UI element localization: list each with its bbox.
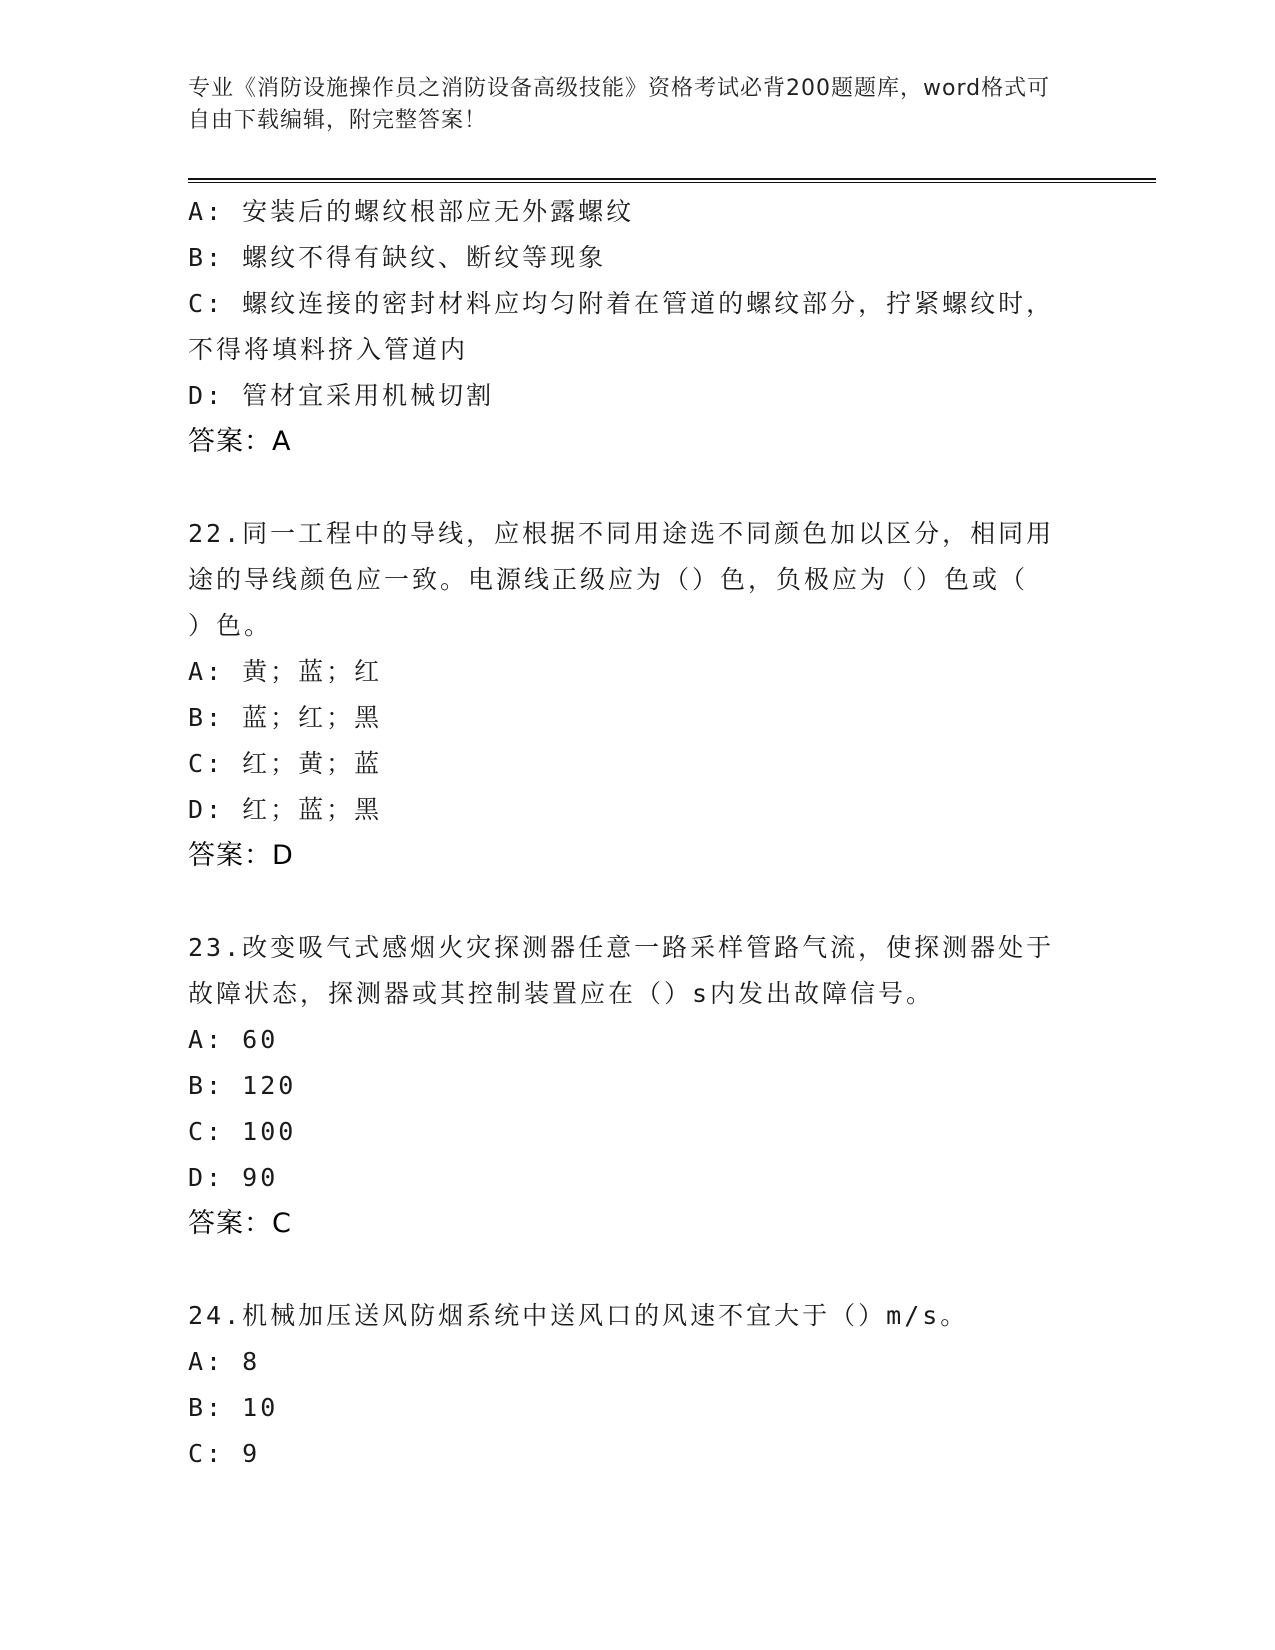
answer: 答案：D <box>188 840 294 871</box>
question-stem: 22.同一工程中的导线，应根据不同用途选不同颜色加以区分，相同用 <box>188 519 1055 548</box>
question-21 <box>188 189 1088 465</box>
question-stem: 23.改变吸气式感烟火灾探测器任意一路采样管路气流，使探测器处于 <box>188 933 1055 962</box>
question-stem: 故障状态，探测器或其控制装置应在（）s内发出故障信号。 <box>188 979 935 1008</box>
option-a: A: 黄；蓝；红 <box>188 657 383 686</box>
option-b: B: 螺纹不得有缺纹、断纹等现象 <box>188 243 607 272</box>
question-stem: 途的导线颜色应一致。电源线正级应为（）色，负极应为（）色或（ <box>188 565 1029 594</box>
answer: 答案：C <box>188 1208 292 1239</box>
document-header: 专业《消防设施操作员之消防设备高级技能》资格考试必背200题题库，word格式可自由下载编辑，附完整答案！ <box>188 76 1051 133</box>
question-22 <box>188 511 1088 879</box>
option-b: B: 10 <box>188 1393 279 1422</box>
answer: 答案：A <box>188 426 292 457</box>
option-c: C: 100 <box>188 1117 297 1146</box>
option-a: A: 60 <box>188 1025 279 1054</box>
question-23 <box>188 925 1088 1247</box>
spacer <box>188 1247 1088 1293</box>
question-stem: ）色。 <box>188 611 273 640</box>
question-stem: 24.机械加压送风防烟系统中送风口的风速不宜大于（）m/s。 <box>188 1301 969 1330</box>
option-d: D: 90 <box>188 1163 279 1192</box>
option-c: C: 螺纹连接的密封材料应均匀附着在管道的螺纹部分，拧紧螺纹时， <box>188 289 1055 318</box>
question-24 <box>188 1293 1088 1477</box>
option-c: C: 9 <box>188 1439 261 1468</box>
option-a: A: 安装后的螺纹根部应无外露螺纹 <box>188 197 635 226</box>
spacer <box>188 879 1088 925</box>
option-d: D: 红；蓝；黑 <box>188 795 383 824</box>
option-c: C: 红；黄；蓝 <box>188 749 383 778</box>
spacer <box>188 465 1088 511</box>
option-d: D: 管材宜采用机械切割 <box>188 381 495 410</box>
option-b: B: 120 <box>188 1071 297 1100</box>
question-content <box>188 189 1088 1477</box>
option-b: B: 蓝；红；黑 <box>188 703 383 732</box>
option-c-continued: 不得将填料挤入管道内 <box>188 335 469 364</box>
header-divider <box>188 178 1156 183</box>
option-a: A: 8 <box>188 1347 261 1376</box>
